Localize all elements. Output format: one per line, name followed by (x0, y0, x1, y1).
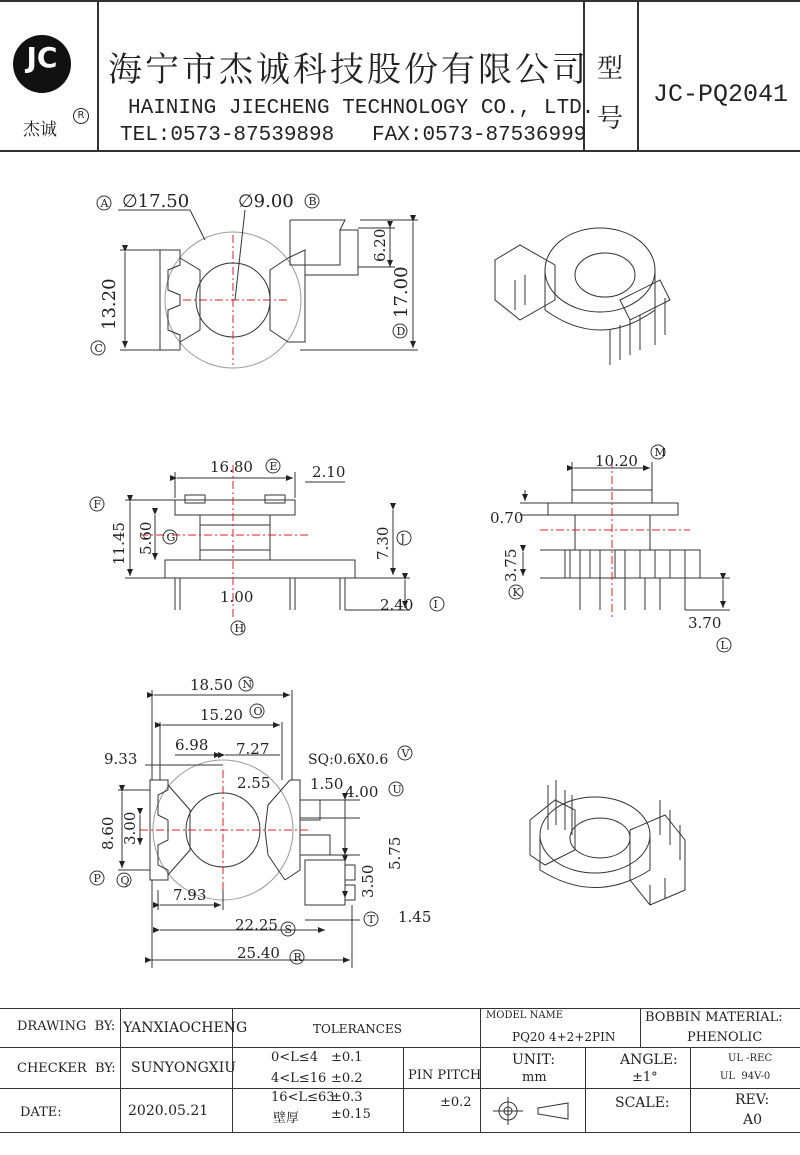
dim-bottom-d3: 4.00 (345, 783, 379, 801)
rev: A0 (743, 1112, 763, 1128)
tag-o (250, 704, 264, 718)
material-label: BOBBIN MATERIAL: (645, 1010, 783, 1025)
dim-bottom-w7: 1.45 (398, 908, 432, 926)
svg-text:M: M (654, 446, 666, 459)
logo-text: JC (26, 41, 58, 74)
tag-p (90, 871, 104, 885)
svg-text:V: V (401, 747, 410, 760)
dim-side-h3: 7.30 (374, 526, 392, 560)
angle-label: ANGLE: (620, 1052, 678, 1068)
dim-bottom-w5: 7.27 (236, 740, 270, 758)
tag-l (717, 638, 731, 652)
tag-j (397, 531, 411, 545)
svg-text:O: O (253, 705, 263, 718)
pin-pitch-label: PIN PITCH (408, 1068, 482, 1083)
dim-top-d2: ∅9.00 (238, 191, 294, 212)
dim-bottom-d1: 2.55 (237, 774, 271, 792)
isometric-view-bottom (530, 780, 685, 905)
svg-text:E: E (269, 460, 278, 473)
svg-text:R: R (293, 951, 302, 964)
rev-label: REV: (735, 1092, 770, 1108)
tag-e (266, 459, 280, 473)
registered-mark: R (73, 108, 89, 124)
svg-text:L: L (720, 639, 728, 652)
tolerances-label: TOLERANCES (313, 1022, 402, 1036)
tol-value-4: ±0.15 (331, 1107, 371, 1122)
tol-range-1: 0<L≤4 (271, 1050, 318, 1065)
logo-caption: 杰诚 (23, 120, 57, 140)
tol-value-2: ±0.2 (331, 1071, 363, 1086)
dim-front-t1: 0.70 (490, 509, 524, 527)
dim-bottom-pin-sq: SQ:0.6X0.6 (308, 752, 389, 768)
drawing-by-label: DRAWING BY: (17, 1019, 116, 1034)
tag-t (364, 912, 378, 926)
tag-r (290, 950, 304, 964)
svg-text:S: S (284, 923, 293, 936)
dim-top-d1: ∅17.50 (122, 191, 190, 212)
angle: ±1° (632, 1070, 658, 1085)
projection-symbol-icon (490, 1094, 580, 1128)
dim-bottom-h3: 5.75 (386, 836, 404, 870)
tag-b (305, 194, 319, 208)
dim-front-pin-len: 3.70 (688, 614, 722, 632)
tol-value-1: ±0.1 (331, 1050, 363, 1065)
ul-94v0: UL 94V-0 (720, 1071, 771, 1082)
dim-front-t2: 3.75 (502, 548, 520, 582)
dim-bottom-w9: 25.40 (237, 944, 280, 962)
isometric-view-top (495, 228, 670, 365)
ul-rec: UL -REC (728, 1053, 773, 1064)
svg-text:P: P (93, 872, 101, 885)
checker-label: CHECKER BY: (17, 1061, 116, 1076)
svg-text:K: K (512, 586, 521, 599)
svg-text:Q: Q (120, 874, 130, 887)
svg-text:A: A (100, 197, 109, 210)
type-label-2: 号 (597, 104, 624, 134)
tag-a (97, 196, 111, 210)
svg-text:I: I (433, 598, 438, 611)
tag-d (393, 324, 407, 338)
model-number: JC-PQ2041 (653, 80, 789, 109)
tag-c (91, 341, 105, 355)
svg-text:B: B (308, 195, 317, 208)
tag-f (90, 497, 104, 511)
svg-text:H: H (234, 622, 245, 635)
svg-text:D: D (396, 325, 406, 338)
dim-side-w1: 16.80 (210, 458, 253, 476)
model-name: PQ20 4+2+2PIN (512, 1030, 616, 1044)
tag-g (163, 530, 177, 544)
tag-v (398, 746, 412, 760)
dim-front-w: 10.20 (595, 452, 638, 470)
tag-s (281, 922, 295, 936)
svg-text:C: C (94, 342, 103, 355)
svg-text:G: G (166, 531, 176, 544)
dim-top-h2: 17.00 (391, 266, 412, 318)
dim-bottom-h2: 3.00 (121, 811, 139, 845)
tol-range-4: 壁厚 (273, 1111, 300, 1126)
checker: SUNYONGXIU (131, 1060, 237, 1076)
front-view (520, 460, 730, 620)
dim-top-h1: 13.20 (99, 278, 120, 330)
tol-range-2: 4<L≤16 (271, 1071, 327, 1086)
company-name-en: HAINING JIECHENG TECHNOLOGY CO., LTD. (128, 97, 595, 120)
material: PHENOLIC (687, 1030, 763, 1045)
tag-i (430, 597, 444, 611)
company-contact: TEL:0573-87539898 FAX:0573-87536999 (120, 124, 587, 147)
tol-range-3: 16<L≤63 (271, 1090, 335, 1105)
dim-side-h2: 5.60 (137, 521, 155, 555)
unit-label: UNIT: (512, 1052, 556, 1068)
date-label: DATE: (20, 1105, 62, 1120)
svg-text:N: N (242, 678, 253, 691)
date: 2020.05.21 (128, 1103, 209, 1119)
dim-side-pin-len: 2.40 (380, 596, 414, 614)
tag-m (651, 445, 666, 459)
svg-text:J: J (400, 532, 405, 545)
tag-q (117, 873, 131, 887)
dim-bottom-w3: 9.33 (104, 750, 138, 768)
dim-bottom-w4: 6.98 (175, 736, 209, 754)
dim-bottom-d2: 1.50 (310, 775, 344, 793)
dim-side-h1: 11.45 (110, 522, 128, 565)
tol-value-3: ±0.3 (331, 1090, 363, 1105)
dim-bottom-h1: 8.60 (99, 816, 117, 850)
svg-text:U: U (392, 783, 402, 796)
company-name-cn: 海宁市杰诚科技股份有限公司 (108, 50, 589, 90)
dim-bottom-w6: 7.93 (173, 886, 207, 904)
tag-k (509, 585, 523, 599)
tag-n (239, 677, 253, 691)
svg-text:F: F (93, 498, 102, 511)
scale-label: SCALE: (615, 1095, 670, 1111)
tag-h (231, 621, 245, 635)
dim-bottom-w1: 18.50 (190, 676, 233, 694)
tag-u (389, 782, 403, 796)
technical-drawing (0, 152, 800, 1002)
svg-text:T: T (367, 913, 375, 926)
dim-side-w2: 2.10 (312, 463, 346, 481)
pin-pitch: ±0.2 (440, 1095, 472, 1110)
model-name-label: MODEL NAME (486, 1010, 564, 1021)
type-label-1: 型 (597, 54, 624, 84)
dim-bottom-w2: 15.20 (200, 706, 243, 724)
dim-side-pin-w: 1.00 (220, 588, 254, 606)
dim-bottom-h4: 3.50 (359, 864, 377, 898)
dim-top-h3: 6.20 (371, 228, 389, 262)
drawing-by: YANXIAOCHENG (123, 1020, 248, 1036)
dim-bottom-w8: 22.25 (235, 916, 278, 934)
unit: mm (522, 1070, 547, 1085)
